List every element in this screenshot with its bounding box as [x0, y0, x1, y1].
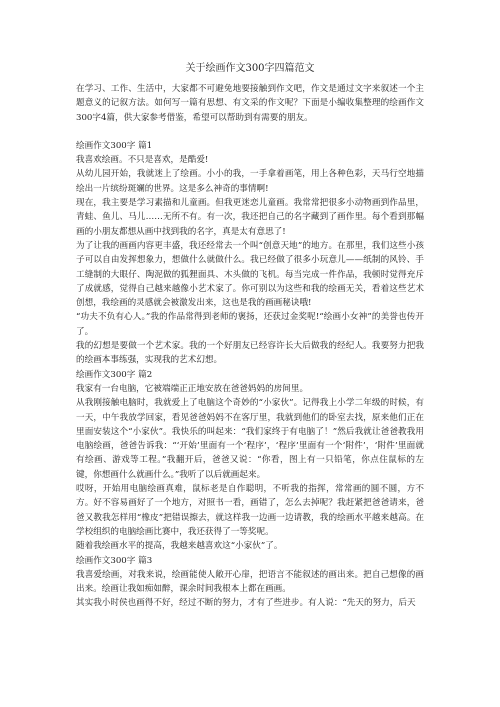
paragraph: 现在，我主要是学习素描和儿童画。但我更迷恋儿童画。我常常把很多小动物画到作品里，青蛙、鱼儿、马儿……无所不有。有一次，我还把自己的名字藏到了画作里。每个看到那幅画的小朋友都想从画中找到我的名字，真是太有意思了! [76, 198, 424, 237]
paragraph: 其实我小时侯也画得不好，经过不断的努力，才有了些进步。有人说：“先天的努力，后天 [76, 598, 416, 609]
paragraph: 从幼儿园开始，我就迷上了绘画。小小的我，一手拿着画笔，用上各种色彩，天马行空地描绘出一片缤纷斑斓的世界。这是多么神奇的事情啊! [76, 169, 424, 194]
paragraph: 我喜爱绘画，对我来说，绘画能使人敞开心扉，把语言不能叙述的画出来。把自己想像的画出来。绘画让我如痴如醉，课余时间我根本上都在画画。 [76, 569, 424, 595]
paragraph: 随着我绘画水平的提高，我越来越喜欢这“小家伙”了。 [76, 541, 283, 552]
section-heading: 绘画作文300字 篇1 [76, 140, 153, 151]
paragraph: 我的幻想是要做一个艺术家。我的一个好朋友已经容许长大后做我的经纪人。我要努力把我的绘画本事练强，实现我的艺术幻想。 [76, 341, 424, 366]
paragraph: 我家有一台电脑，它被端端正正地安放在爸爸妈妈的房间里。 [76, 383, 309, 394]
paragraph: 我喜欢绘画。不只是喜欢，是酷爱! [76, 155, 209, 166]
paragraph: 哎呀，开始用电脑绘画真难，鼠标老是自作聪明，不听我的指挥，常常画的圆不圆，方不方。好不容易画好了一个地方，对照书一看，画错了，怎么去掉呢？我赶紧把爸爸请来，爸爸又教我怎样用“橡皮”把错误擦去，就这样我一边画一边请教，我的绘画水平越来越高。在学校组织的电脑绘画比赛中，我还获得了一等奖呢。 [76, 484, 424, 537]
section-2 [76, 368, 424, 554]
section-heading: 绘画作文300字 篇2 [76, 369, 153, 380]
section-1 [76, 139, 424, 368]
section-heading: 绘画作文300字 篇3 [76, 555, 153, 566]
intro-paragraph: 在学习、工作、生活中，大家都不可避免地要接触到作文吧，作文是通过文字来叙述一个主题意义的记叙方法。如何写一篇有思想、有文采的作文呢？下面是小编收集整理的绘画作文300字4篇，供大家参考借鉴，希望可以帮助到有需要的朋友。 [76, 84, 424, 123]
paragraph: 为了让我的画画内容更丰盛，我还经常去一个叫“创意天地”的地方。在那里，我们这些小孩子可以自由发挥想象力，想做什么就做什么。我已经做了很多小玩意儿——纸制的风铃、手工缝制的大眼仔、陶泥做的狐狸面具、木头做的飞机。每当完成一件作品，我顿时觉得充斥了成就感，觉得自己越来越像小艺术家了。你可别以为这些和我的绘画无关，看着这些艺术创想，我绘画的灵感就会被激发出来，这也是我的画画秘诀哦! [76, 240, 424, 309]
paragraph: 从我刚接触电脑时，我就爱上了电脑这个奇妙的“小家伙”。记得我上小学二年级的时候，有一天，中午我放学回家，看见爸爸妈妈不在客厅里，我就到他们的卧室去找，原来他们正在里面安装这个“小家伙”。我快乐的叫起来：“我们家终于有电脑了！”然后我就让爸爸教我用电脑绘画，爸爸告诉我：“‘开始’里面有一个‘程序’，‘程序’里面有一个‘附件’，‘附件’里面就有绘画、游戏等工程。”我翻开后，爸爸又说：“你看，图上有一只铅笔，你点住鼠标的左键，你想画什么就画什么。”我听了以后就画起来。 [76, 398, 424, 480]
document-title: 关于绘画作文300字四篇范文 [185, 63, 315, 74]
paragraph: “功夫不负有心人。”我的作品常得到老师的褒扬，还获过金奖呢!“绘画小女神”的美誉也传开了。 [76, 312, 424, 337]
section-3 [76, 554, 424, 611]
